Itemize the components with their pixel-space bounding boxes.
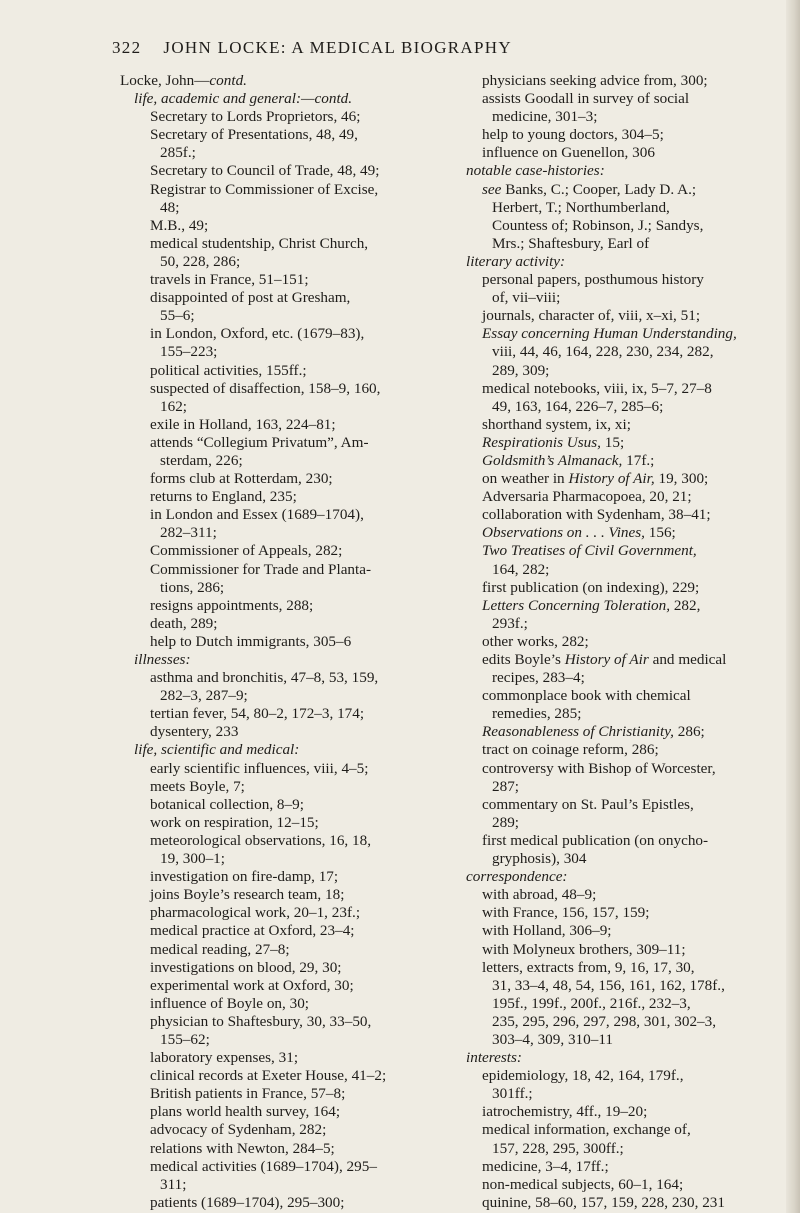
index-entry bbox=[120, 705, 450, 723]
index-subheading bbox=[120, 651, 450, 669]
index-text: M.B., 49; bbox=[150, 216, 209, 234]
index-title-italic: Respirationis Usus, bbox=[482, 433, 601, 451]
index-text: asthma and bronchitis, 47–8, 53, 159, bbox=[150, 669, 379, 687]
index-text: influence of Boyle on, 30; bbox=[150, 994, 310, 1012]
index-continuation bbox=[120, 144, 450, 162]
index-continuation bbox=[452, 1031, 742, 1049]
index-text: pharmacological work, 20–1, 23f.; bbox=[150, 904, 361, 922]
index-text: 286; bbox=[673, 723, 705, 741]
index-text: first medical publication (on onycho- bbox=[482, 831, 709, 849]
index-entry bbox=[452, 579, 742, 597]
index-entry bbox=[120, 108, 450, 126]
index-continuation bbox=[452, 615, 742, 633]
index-text: sterdam, 226; bbox=[160, 451, 243, 469]
index-text: 19, 300; bbox=[654, 470, 709, 488]
index-text: 195f., 199f., 200f., 216f., 232–3, bbox=[492, 994, 691, 1012]
index-text: 164, 282; bbox=[492, 560, 550, 578]
index-text: 50, 228, 286; bbox=[160, 252, 241, 270]
index-text: clinical records at Exeter House, 41–2; bbox=[150, 1067, 387, 1085]
index-text: tract on coinage reform, 286; bbox=[482, 741, 659, 759]
index-entry bbox=[452, 941, 742, 959]
index-text: botanical collection, 8–9; bbox=[150, 795, 304, 813]
index-subheading bbox=[452, 868, 742, 886]
index-entry bbox=[120, 796, 450, 814]
index-entry bbox=[452, 959, 742, 977]
index-entry bbox=[452, 307, 742, 325]
index-entry bbox=[452, 90, 742, 108]
page-number: 322 bbox=[112, 38, 142, 57]
index-text: 162; bbox=[160, 397, 188, 415]
index-continuation bbox=[120, 524, 450, 542]
index-text: quinine, 58–60, 157, 159, 228, 230, 231 bbox=[482, 1193, 725, 1211]
index-entry bbox=[120, 488, 450, 506]
index-text: death, 289; bbox=[150, 614, 218, 632]
index-entry bbox=[452, 325, 742, 343]
index-continuation bbox=[120, 579, 450, 597]
index-text: British patients in France, 57–8; bbox=[150, 1085, 346, 1103]
index-text: 155–223; bbox=[160, 343, 218, 361]
index-text: Adversaria Pharmacopoea, 20, 21; bbox=[482, 488, 692, 506]
index-text: 156; bbox=[644, 524, 676, 542]
page-edge-shadow bbox=[786, 0, 800, 1213]
index-text: gryphosis), 304 bbox=[492, 850, 587, 868]
index-entry bbox=[120, 814, 450, 832]
index-text: patients (1689–1704), 295–300; bbox=[150, 1193, 345, 1211]
index-text: first publication (on indexing), 229; bbox=[482, 578, 700, 596]
index-text: epidemiology, 18, 42, 164, 179f., bbox=[482, 1067, 684, 1085]
index-text: in London and Essex (1689–1704), bbox=[150, 506, 364, 524]
index-text: political activities, 155ff.; bbox=[150, 361, 307, 379]
index-text: other works, 282; bbox=[482, 632, 589, 650]
index-text: 31, 33–4, 48, 54, 156, 161, 162, 178f., bbox=[492, 976, 725, 994]
index-entry bbox=[452, 597, 742, 615]
index-title-italic: Essay concerning Human Understanding, bbox=[482, 325, 737, 343]
index-text: meteorological observations, 16, 18, bbox=[150, 831, 372, 849]
index-text: Commissioner for Trade and Planta- bbox=[150, 560, 372, 578]
index-text: interests: bbox=[466, 1049, 522, 1067]
index-text: edits Boyle’s bbox=[482, 651, 565, 668]
index-entry bbox=[120, 1067, 450, 1085]
index-text: advocacy of Sydenham, 282; bbox=[150, 1121, 327, 1139]
index-text: Registrar to Commissioner of Excise, bbox=[150, 180, 379, 198]
index-text: controversy with Bishop of Worcester, bbox=[482, 759, 716, 777]
index-entry bbox=[120, 1158, 450, 1176]
index-text: disappointed of post at Gresham, bbox=[150, 289, 351, 307]
index-title-italic: contd. bbox=[209, 72, 247, 89]
index-text: 287; bbox=[492, 777, 520, 795]
index-text: non-medical subjects, 60–1, 164; bbox=[482, 1175, 684, 1193]
index-entry bbox=[452, 651, 742, 669]
index-text: experimental work at Oxford, 30; bbox=[150, 976, 354, 994]
index-subheading bbox=[452, 162, 742, 180]
index-continuation bbox=[452, 289, 742, 307]
index-text: influence on Guenellon, 306 bbox=[482, 144, 655, 162]
index-text: physicians seeking advice from, 300; bbox=[482, 72, 708, 89]
index-entry bbox=[120, 868, 450, 886]
index-text: plans world health survey, 164; bbox=[150, 1103, 341, 1121]
index-title-italic: History of Air bbox=[564, 651, 649, 668]
index-text: personal papers, posthumous history bbox=[482, 271, 704, 289]
index-text: notable case-histories: bbox=[466, 162, 605, 180]
index-text: 282–3, 287–9; bbox=[160, 687, 248, 705]
index-continuation bbox=[452, 669, 742, 687]
index-text: laboratory expenses, 31; bbox=[150, 1049, 299, 1067]
index-entry bbox=[452, 524, 742, 542]
index-entry bbox=[452, 470, 742, 488]
index-entry bbox=[120, 1194, 450, 1212]
index-column-left bbox=[120, 72, 450, 1212]
index-text: medicine, 301–3; bbox=[492, 108, 598, 126]
index-entry bbox=[120, 760, 450, 778]
index-text: 155–62; bbox=[160, 1030, 210, 1048]
index-text: investigations on blood, 29, 30; bbox=[150, 958, 342, 976]
index-text: journals, character of, viii, x–xi, 51; bbox=[482, 307, 701, 325]
index-text: 282–311; bbox=[160, 524, 217, 542]
index-entry bbox=[120, 904, 450, 922]
index-continuation bbox=[452, 705, 742, 723]
index-continuation bbox=[452, 778, 742, 796]
index-text: and medical bbox=[648, 651, 727, 668]
index-continuation bbox=[452, 235, 742, 253]
index-entry bbox=[452, 271, 742, 289]
index-entry bbox=[120, 434, 450, 452]
index-heading bbox=[120, 72, 450, 90]
index-entry bbox=[120, 380, 450, 398]
index-text: 289, 309; bbox=[492, 361, 550, 379]
index-text: forms club at Rotterdam, 230; bbox=[150, 470, 333, 488]
index-title-italic: History of Air, bbox=[568, 470, 655, 488]
index-continuation bbox=[452, 1085, 742, 1103]
index-entry bbox=[120, 271, 450, 289]
index-continuation bbox=[452, 343, 742, 361]
index-entry bbox=[452, 416, 742, 434]
index-entry bbox=[120, 977, 450, 995]
index-text: correspondence: bbox=[466, 868, 568, 886]
index-text: with France, 156, 157, 159; bbox=[482, 904, 650, 922]
index-text: tions, 286; bbox=[160, 578, 225, 596]
index-entry bbox=[120, 162, 450, 180]
index-continuation bbox=[120, 199, 450, 217]
index-continuation bbox=[452, 217, 742, 235]
index-title-italic: see bbox=[482, 180, 502, 198]
index-entry bbox=[120, 941, 450, 959]
index-title-italic: Goldsmith’s Almanack, bbox=[482, 451, 623, 469]
index-text: illnesses: bbox=[134, 651, 191, 668]
index-continuation bbox=[120, 1176, 450, 1194]
index-entry bbox=[452, 1067, 742, 1085]
index-text: 15; bbox=[600, 433, 625, 451]
index-entry bbox=[120, 416, 450, 434]
index-entry bbox=[120, 1049, 450, 1067]
index-text: 49, 163, 164, 226–7, 285–6; bbox=[492, 397, 664, 415]
index-text: investigation on fire-damp, 17; bbox=[150, 868, 339, 886]
index-text: shorthand system, ix, xi; bbox=[482, 415, 631, 433]
index-entry bbox=[452, 832, 742, 850]
index-entry bbox=[452, 144, 742, 162]
index-entry bbox=[452, 1176, 742, 1194]
index-text: 19, 300–1; bbox=[160, 850, 225, 868]
index-continuation bbox=[452, 561, 742, 579]
index-continuation bbox=[120, 307, 450, 325]
index-text: letters, extracts from, 9, 16, 17, 30, bbox=[482, 958, 695, 976]
index-entry bbox=[452, 633, 742, 651]
index-text: travels in France, 51–151; bbox=[150, 271, 309, 289]
index-text: commonplace book with chemical bbox=[482, 687, 691, 705]
index-entry bbox=[120, 1013, 450, 1031]
index-continuation bbox=[452, 814, 742, 832]
index-entry bbox=[452, 760, 742, 778]
index-text: medical notebooks, viii, ix, 5–7, 27–8 bbox=[482, 379, 712, 397]
index-text: Mrs.; Shaftesbury, Earl of bbox=[492, 234, 650, 252]
index-entry bbox=[120, 1103, 450, 1121]
index-text: medical activities (1689–1704), 295– bbox=[150, 1157, 377, 1175]
index-text: Countess of; Robinson, J.; Sandys, bbox=[492, 216, 704, 234]
index-subheading bbox=[120, 90, 450, 108]
index-text: relations with Newton, 284–5; bbox=[150, 1139, 335, 1157]
index-title-italic: Reasonableness of Christianity, bbox=[482, 723, 674, 741]
index-text: suspected of disaffection, 158–9, 160, bbox=[150, 379, 381, 397]
index-text: 311; bbox=[160, 1175, 187, 1193]
index-text: life, scientific and medical: bbox=[134, 741, 300, 759]
index-text: joins Boyle’s research team, 18; bbox=[150, 886, 345, 904]
index-entry bbox=[452, 181, 742, 199]
index-column-right bbox=[452, 72, 742, 1212]
index-continuation bbox=[120, 1031, 450, 1049]
index-entry bbox=[452, 922, 742, 940]
index-text: medical studentship, Christ Church, bbox=[150, 234, 369, 252]
index-text: 17f.; bbox=[622, 451, 655, 469]
index-text: 282, bbox=[670, 596, 701, 614]
index-continuation bbox=[452, 199, 742, 217]
index-entry bbox=[120, 1085, 450, 1103]
index-text: Secretary of Presentations, 48, 49, bbox=[150, 126, 358, 144]
index-text: dysentery, 233 bbox=[150, 723, 239, 741]
index-entry bbox=[452, 1158, 742, 1176]
index-text: commentary on St. Paul’s Epistles, bbox=[482, 795, 694, 813]
index-continuation bbox=[452, 1013, 742, 1031]
index-entry bbox=[120, 506, 450, 524]
index-entry bbox=[120, 633, 450, 651]
index-entry bbox=[120, 362, 450, 380]
index-text: assists Goodall in survey of social bbox=[482, 90, 690, 108]
index-subheading bbox=[120, 741, 450, 759]
index-entry bbox=[120, 959, 450, 977]
index-text: medical practice at Oxford, 23–4; bbox=[150, 922, 355, 940]
index-text: Commissioner of Appeals, 282; bbox=[150, 542, 343, 560]
index-continuation bbox=[452, 1140, 742, 1158]
running-header bbox=[112, 38, 722, 58]
index-text: with Molyneux brothers, 309–11; bbox=[482, 940, 686, 958]
index-entry bbox=[120, 470, 450, 488]
index-text: meets Boyle, 7; bbox=[150, 777, 245, 795]
index-text: early scientific influences, viii, 4–5; bbox=[150, 759, 369, 777]
index-continuation bbox=[452, 108, 742, 126]
index-text: life, academic and general:—contd. bbox=[134, 90, 353, 108]
index-text: with Holland, 306–9; bbox=[482, 922, 612, 940]
index-text: Banks, C.; Cooper, Lady D. A.; bbox=[501, 180, 697, 198]
index-entry bbox=[120, 1121, 450, 1139]
index-continuation bbox=[452, 362, 742, 380]
index-text: 303–4, 309, 310–11 bbox=[492, 1030, 613, 1048]
index-text: help to young doctors, 304–5; bbox=[482, 126, 664, 144]
index-text: recipes, 283–4; bbox=[492, 669, 585, 687]
index-entry bbox=[120, 995, 450, 1013]
index-text: 285f.; bbox=[160, 144, 196, 162]
index-entry bbox=[120, 181, 450, 199]
index-continuation bbox=[452, 995, 742, 1013]
index-text: work on respiration, 12–15; bbox=[150, 813, 319, 831]
index-entry bbox=[452, 434, 742, 452]
index-entry bbox=[452, 687, 742, 705]
index-text: 55–6; bbox=[160, 307, 195, 325]
index-title-italic: Two Treatises of Civil Government, bbox=[482, 542, 697, 560]
index-entry bbox=[120, 289, 450, 307]
index-text: Locke, John— bbox=[120, 72, 210, 89]
index-text: 293f.; bbox=[492, 614, 528, 632]
index-entry bbox=[452, 506, 742, 524]
index-subheading bbox=[452, 1049, 742, 1067]
index-entry bbox=[452, 542, 742, 560]
index-entry bbox=[120, 1140, 450, 1158]
index-entry bbox=[452, 488, 742, 506]
index-text: 289; bbox=[492, 813, 520, 831]
index-text: of, vii–viii; bbox=[492, 289, 561, 307]
index-entry bbox=[452, 1103, 742, 1121]
index-entry bbox=[120, 561, 450, 579]
index-text: remedies, 285; bbox=[492, 705, 582, 723]
index-entry bbox=[120, 126, 450, 144]
index-entry bbox=[452, 1194, 742, 1212]
index-entry bbox=[120, 615, 450, 633]
index-entry bbox=[120, 542, 450, 560]
index-text: 301ff.; bbox=[492, 1085, 533, 1103]
index-text: on weather in bbox=[482, 470, 569, 488]
index-text: Secretary to Council of Trade, 48, 49; bbox=[150, 162, 380, 180]
index-text: collaboration with Sydenham, 38–41; bbox=[482, 506, 711, 524]
index-entry bbox=[452, 452, 742, 470]
index-text: medical reading, 27–8; bbox=[150, 940, 290, 958]
index-entry bbox=[452, 904, 742, 922]
index-text: literary activity: bbox=[466, 252, 566, 270]
index-text: 48; bbox=[160, 198, 180, 216]
index-entry bbox=[120, 832, 450, 850]
index-continuation bbox=[120, 343, 450, 361]
index-text: medical information, exchange of, bbox=[482, 1121, 691, 1139]
index-text: Herbert, T.; Northumberland, bbox=[492, 198, 670, 216]
index-continuation bbox=[120, 253, 450, 271]
index-text: with abroad, 48–9; bbox=[482, 886, 597, 904]
index-entry bbox=[452, 886, 742, 904]
index-entry bbox=[452, 741, 742, 759]
index-continuation bbox=[452, 850, 742, 868]
index-entry bbox=[452, 796, 742, 814]
index-text: iatrochemistry, 4ff., 19–20; bbox=[482, 1103, 648, 1121]
index-entry bbox=[452, 723, 742, 741]
index-entry bbox=[452, 1121, 742, 1139]
index-continuation bbox=[452, 398, 742, 416]
index-text: medicine, 3–4, 17ff.; bbox=[482, 1157, 609, 1175]
index-text: exile in Holland, 163, 224–81; bbox=[150, 415, 336, 433]
index-entry bbox=[120, 922, 450, 940]
index-entry bbox=[120, 325, 450, 343]
index-text: physician to Shaftesbury, 30, 33–50, bbox=[150, 1012, 372, 1030]
index-text: Secretary to Lords Proprietors, 46; bbox=[150, 108, 361, 126]
index-title-italic: Letters Concerning Toleration, bbox=[482, 596, 671, 614]
index-entry bbox=[120, 597, 450, 615]
index-text: returns to England, 235; bbox=[150, 488, 297, 506]
index-entry bbox=[120, 235, 450, 253]
index-continuation bbox=[452, 977, 742, 995]
index-continuation bbox=[120, 687, 450, 705]
index-text: help to Dutch immigrants, 305–6 bbox=[150, 632, 352, 650]
index-text: resigns appointments, 288; bbox=[150, 596, 314, 614]
index-continuation bbox=[120, 398, 450, 416]
index-entry bbox=[452, 126, 742, 144]
index-text: in London, Oxford, etc. (1679–83), bbox=[150, 325, 365, 343]
index-text: tertian fever, 54, 80–2, 172–3, 174; bbox=[150, 705, 365, 723]
index-text: viii, 44, 46, 164, 228, 230, 234, 282, bbox=[492, 343, 714, 361]
index-entry bbox=[452, 380, 742, 398]
index-continuation bbox=[120, 452, 450, 470]
index-entry bbox=[120, 778, 450, 796]
index-text: attends “Collegium Privatum”, Am- bbox=[150, 433, 369, 451]
index-entry bbox=[120, 886, 450, 904]
running-title: JOHN LOCKE: A MEDICAL BIOGRAPHY bbox=[163, 38, 512, 57]
index-text: 235, 295, 296, 297, 298, 301, 302–3, bbox=[492, 1012, 717, 1030]
index-entry bbox=[120, 217, 450, 235]
index-text: 157, 228, 295, 300ff.; bbox=[492, 1139, 624, 1157]
index-title-italic: Observations on . . . Vines, bbox=[482, 524, 645, 542]
index-subheading bbox=[452, 253, 742, 271]
index-entry bbox=[452, 72, 742, 90]
index-entry bbox=[120, 723, 450, 741]
index-continuation bbox=[120, 850, 450, 868]
index-entry bbox=[120, 669, 450, 687]
